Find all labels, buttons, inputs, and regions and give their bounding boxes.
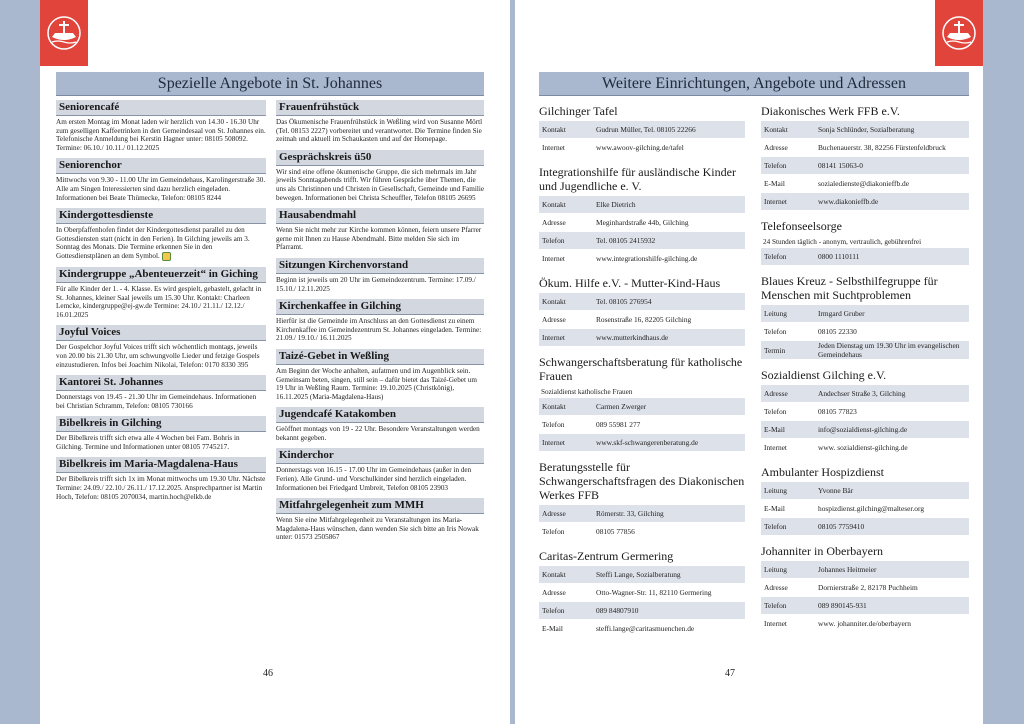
contact-row [761, 403, 969, 421]
organization-title: Johanniter in Oberbayern [761, 544, 883, 558]
oikoumene-logo-icon [40, 0, 88, 66]
contact-label: Telefon [764, 522, 787, 531]
contact-row [761, 121, 969, 139]
event-card [56, 158, 266, 202]
event-card [56, 416, 266, 451]
contact-label: Kontakt [542, 125, 566, 134]
organization-block [761, 270, 969, 360]
event-description: Wir sind eine offene ökumenische Gruppe, die sich mehrmals im Jahr jeweils Sonntagabends trifft. Wir führen Gespräche über Themen, die uns als Christinnen und Christen in Gesellschaft, Gemeinde und Familie bewegen. Informationen bei Christa Scheuffler, Telefon 08105 26695 [276, 167, 485, 202]
event-description: Am Beginn der Woche anhalten, aufatmen und im Augenblick sein. Gemeinsam beten, singen, still sein – dafür bietet das Taizé-Gebet um 19 Uhr in Weßling Raum. Termine: 19.10.2025 (Christkönig), 16.11.2025 (Maria-Magdalena-Haus) [276, 366, 477, 401]
contact-label: Kontakt [764, 125, 788, 134]
contact-value: 08141 15063-0 [818, 161, 863, 170]
contact-label: Telefon [764, 407, 787, 416]
event-description: Hierfür ist die Gemeinde im Anschluss an den Gottesdienst zu einem Kirchenkaffee im Gemeindezentrum St. Johannes eingeladen. Termine: 21.09./ 19.10./ 16.11.2025 [276, 317, 482, 343]
event-card [276, 258, 484, 293]
contact-row [539, 196, 745, 214]
contact-value: 0800 1110111 [818, 252, 860, 261]
contact-link[interactable]: steffi.lange@caritasmuenchen.de [596, 624, 695, 633]
event-card [276, 448, 484, 492]
contact-label: Telefon [542, 420, 565, 429]
contact-value: Dornierstraße 2, 82178 Puchheim [818, 583, 918, 592]
event-title: Kindergruppe „Abenteuerzeit“ in Giching [56, 267, 266, 283]
contact-label: E-Mail [542, 624, 563, 633]
child-symbol-icon [162, 252, 171, 261]
contact-value: Steffi Lange, Sozialberatung [596, 570, 681, 579]
event-title: Bibelkreis im Maria-Magdalena-Haus [56, 457, 266, 473]
organization-block [539, 272, 745, 347]
contact-label: Telefon [764, 161, 787, 170]
contact-row [539, 416, 745, 434]
page-right [515, 0, 983, 724]
contact-label: Telefon [764, 601, 787, 610]
event-card [276, 349, 484, 401]
contact-value: Jeden Dienstag um 19.30 Uhr im evangelischen Gemeindehaus [818, 341, 960, 359]
contact-row [539, 566, 745, 584]
event-title: Hausabendmahl [276, 208, 484, 224]
organization-title: Schwangerschaftsberatung für katholische Frauen [539, 355, 743, 383]
event-title: Jugendcafé Katakomben [276, 407, 484, 423]
organization-block [761, 215, 969, 266]
event-description: Geöffnet montags von 19 - 22 Uhr. Besondere Veranstaltungen werden bekannt gegeben. [276, 425, 480, 442]
contact-label: Internet [764, 619, 787, 628]
contact-row [761, 139, 969, 157]
contact-row [539, 584, 745, 602]
contact-label: Internet [764, 443, 787, 452]
event-description: Der Gospelchor Joyful Voices trifft sich wöchentlich montags, jeweils von 20.00 bis 21.30 Uhr, um schwungvolle Lieder und fetzige Gospels einzustudieren. Infos bei Joachim Nikolai, Telefon: 0170 8330 395 [56, 343, 260, 369]
contact-label: Adresse [764, 583, 788, 592]
contact-value: Rosenstraße 16, 82205 Gilching [596, 315, 692, 324]
contact-link[interactable]: www.diakonieffb.de [818, 197, 879, 206]
contact-value: 08105 22330 [818, 327, 857, 336]
event-description: Für alle Kinder der 1. - 4. Klasse. Es wird gespielt, gebastelt, gelacht in St. Johannes, kleiner Saal jeweils um 15.30 Uhr. Kontakt: Charleen Lemcke, kindergruppe@ej-gw.de Termine: 24.10./ 21.11./ 12.12./ 16.01.2025 [56, 284, 262, 319]
right-column-2 [761, 100, 969, 637]
organization-title: Gilchinger Tafel [539, 104, 618, 118]
organization-title: Ambulanter Hospizdienst [761, 465, 884, 479]
contact-value: 08105 77823 [818, 407, 857, 416]
left-column-1 [56, 100, 266, 507]
event-card [276, 407, 484, 442]
organization-block [539, 456, 745, 541]
contact-link[interactable]: www.mutterkindhaus.de [596, 333, 669, 342]
page-number: 47 [725, 668, 735, 679]
contact-row [539, 250, 745, 268]
contact-label: Internet [764, 197, 787, 206]
event-card [276, 208, 484, 252]
contact-label: Adresse [542, 509, 566, 518]
contact-link[interactable]: www.skf-schwangerenberatung.de [596, 438, 699, 447]
contact-row [539, 121, 745, 139]
page-number: 46 [263, 668, 273, 679]
contact-value: Meginhardstraße 44b, Gilching [596, 218, 689, 227]
contact-value: 089 55981 277 [596, 420, 641, 429]
contact-value: Tel. 08105 276954 [596, 297, 652, 306]
contact-row [761, 518, 969, 536]
contact-value: Sonja Schlünder, Sozialberatung [818, 125, 915, 134]
contact-row [761, 323, 969, 341]
contact-value: Yvonne Bär [818, 486, 854, 495]
contact-row [761, 157, 969, 175]
contact-row [539, 214, 745, 232]
event-title: Kindergottesdienste [56, 208, 266, 224]
contact-value: Römerstr. 33, Gilching [596, 509, 664, 518]
event-description: Der Bibelkreis trifft sich etwa alle 4 Wochen bei Fam. Bohris in Gilching. Termine und Informationen unter 08105 7745217. [56, 434, 240, 451]
organization-title: Telefonseelsorge [761, 219, 842, 233]
contact-label: Telefon [542, 527, 565, 536]
contact-label: Leitung [764, 565, 787, 574]
event-description: Donnerstags von 19.45 - 21.30 Uhr im Gemeindehaus. Informationen bei Christian Schramm, Telefon: 08105 730166 [56, 393, 257, 410]
contact-row [539, 602, 745, 620]
organization-block [761, 100, 969, 211]
contact-link[interactable]: www. johanniter.de/oberbayern [818, 619, 911, 628]
event-description: Wenn Sie eine Mitfahrgelegenheit zu Veranstaltungen ins Maria-Magdalena-Haus wünschen, dann wenden Sie sich bitte an Iris Nowak unter: 01573 2505867 [276, 516, 479, 542]
event-description: Donnerstags von 16.15 - 17.00 Uhr im Gemeindehaus (außer in den Ferien). Alle Grund- und Vorschulkinder sind herzlich eingeladen. Informationen bei Friedgard Umbreit, Telefon 08105 23903 [276, 466, 472, 492]
organization-block [761, 364, 969, 457]
contact-label: Adresse [764, 143, 788, 152]
contact-label: Leitung [764, 486, 787, 495]
contact-row [539, 293, 745, 311]
event-description: Am ersten Montag im Monat laden wir herzlich von 14.30 - 16.30 Uhr zum geselligen Kaffeetrinken in den Gemeindesaal von St. Johannes ein. Telefonische Anmeldung bei Kerstin Hagner unter: 08105 508092. Termine: 06.10./ 10.11./ 01.12.2025 [56, 118, 266, 152]
contact-label: Kontakt [542, 297, 566, 306]
contact-label: E-Mail [764, 425, 785, 434]
contact-row [539, 329, 745, 347]
contact-label: Internet [542, 438, 565, 447]
event-card [56, 208, 266, 261]
contact-row [761, 248, 969, 266]
event-title: Sitzungen Kirchenvorstand [276, 258, 484, 274]
contact-value: 089 84807910 [596, 606, 639, 615]
organization-subtitle: Sozialdienst katholische Frauen [539, 386, 745, 398]
organization-block [761, 461, 969, 536]
contact-row [539, 139, 745, 157]
page-left [40, 0, 510, 724]
event-card [276, 150, 484, 202]
event-title: Seniorencafé [56, 100, 266, 116]
contact-row [761, 439, 969, 457]
contact-value: 08105 77856 [596, 527, 635, 536]
event-title: Kirchenkaffee in Gilching [276, 299, 484, 315]
contact-row [761, 341, 969, 360]
contact-row [539, 523, 745, 541]
contact-row [539, 232, 745, 250]
event-description: Mittwochs von 9.30 - 11.00 Uhr im Gemeindehaus, Karolingerstraße 30. Alle am Singen Interessierten sind dazu herzlich eingeladen. Informationen bei Beate Thümecke, Telefon: 08105 8244 [56, 176, 266, 202]
contact-value: Johannes Heitmeier [818, 565, 877, 574]
oikoumene-logo-icon [935, 0, 983, 66]
event-title: Gesprächskreis ü50 [276, 150, 484, 166]
contact-link[interactable]: www.awoov-gilching.de/tafel [596, 143, 684, 152]
contact-value: Elke Dietrich [596, 200, 636, 209]
contact-row [761, 561, 969, 579]
contact-label: Kontakt [542, 402, 566, 411]
event-card [276, 299, 484, 343]
contact-row [761, 615, 969, 633]
contact-label: Kontakt [542, 570, 566, 579]
organization-block [539, 351, 745, 452]
contact-value: 08105 7759410 [818, 522, 865, 531]
contact-label: Adresse [542, 588, 566, 597]
organization-block [539, 545, 745, 638]
contact-value: Tel. 08105 2415932 [596, 236, 656, 245]
contact-row [761, 597, 969, 615]
right-column-1 [539, 100, 745, 642]
contact-value: Buchenauerstr. 38, 82256 Fürstenfeldbruck [818, 143, 946, 152]
event-title: Joyful Voices [56, 325, 266, 341]
event-description: In Oberpfaffenhofen findet der Kindergottesdienst parallel zu den Gottesdiensten statt (nicht in den Ferien). In Gilching jeweils am 3. Sonntag des Monats. Die Termine erkennen Sie in den Gottesdienstplänen an dem Symbol. [56, 226, 250, 261]
contact-row [761, 579, 969, 597]
contact-label: Adresse [542, 315, 566, 324]
organization-block [539, 100, 745, 157]
contact-label: Termin [764, 345, 786, 355]
contact-row [761, 193, 969, 211]
organization-title: Ökum. Hilfe e.V. - Mutter-Kind-Haus [539, 276, 721, 290]
left-column-2 [276, 100, 484, 548]
event-card [276, 498, 484, 542]
event-card [56, 267, 266, 319]
event-description: Der Bibelkreis trifft sich 1x im Monat mittwochs um 19.30 Uhr. Nächste Termine: 24.09./ 22.10./ 26.11./ 17.12.2025. Ansprechpartner ist Martin Hoch, Telefon: 08105 2070034, martin.hoch@elkb.de [56, 475, 266, 501]
event-title: Bibelkreis in Gilching [56, 416, 266, 432]
contact-link[interactable]: sozialedienste@diakonieffb.de [818, 179, 910, 188]
contact-label: Adresse [542, 218, 566, 227]
contact-value: Gudrun Müller, Tel. 08105 22266 [596, 125, 696, 134]
organization-title: Beratungsstelle für Schwangerschaftsfragen des Diakonischen Werkes FFB [539, 460, 745, 502]
contact-row [761, 305, 969, 323]
contact-row [539, 398, 745, 416]
event-title: Kinderchor [276, 448, 484, 464]
event-description: Beginn ist jeweils um 20 Uhr im Gemeindezentrum. Termine: 17.09./ 15.10./ 12.11.2025 [276, 275, 476, 293]
contact-label: E-Mail [764, 179, 785, 188]
contact-value: Carmen Zwerger [596, 402, 647, 411]
contact-link[interactable]: hospizdienst.gilching@malteser.org [818, 504, 925, 513]
contact-row [761, 500, 969, 518]
event-title: Mitfahrgelegenheit zum MMH [276, 498, 484, 514]
event-card [56, 375, 266, 410]
event-description: Das Ökumenische Frauenfrühstück in Weßling wird von Susanne Mörtl (Tel. 08153 2227) vorbereitet und verantwortet. Die Termine finden Sie zeitnah und aktuell im Schaukasten und auf der Homepage. [276, 118, 483, 144]
contact-row [761, 385, 969, 403]
organization-block [539, 161, 745, 268]
contact-link[interactable]: www. sozialdienst-gilching.de [818, 443, 908, 452]
event-title: Frauenfrühstück [276, 100, 484, 116]
contact-link[interactable]: info@sozialdienst-gilching.de [818, 425, 908, 434]
event-card [56, 457, 266, 501]
contact-value: Otto-Wagner-Str. 11, 82110 Germering [596, 588, 712, 597]
contact-label: E-Mail [764, 504, 785, 513]
contact-row [539, 311, 745, 329]
page-title: Weitere Einrichtungen, Angebote und Adressen [539, 72, 969, 96]
event-card [276, 100, 484, 144]
contact-row [761, 175, 969, 193]
contact-row [539, 505, 745, 523]
event-title: Seniorenchor [56, 158, 266, 174]
contact-row [539, 620, 745, 638]
organization-title: Diakonisches Werk FFB e.V. [761, 104, 900, 118]
contact-label: Leitung [764, 309, 787, 318]
page-title: Spezielle Angebote in St. Johannes [56, 72, 484, 96]
organization-title: Sozialdienst Gilching e.V. [761, 368, 887, 382]
organization-title: Caritas-Zentrum Germering [539, 549, 674, 563]
contact-row [539, 434, 745, 452]
contact-label: Telefon [764, 252, 787, 261]
contact-label: Kontakt [542, 200, 566, 209]
contact-row [761, 482, 969, 500]
event-title: Taizé-Gebet in Weßling [276, 349, 484, 365]
contact-value: Irmgard Gruber [818, 309, 865, 318]
contact-row [761, 421, 969, 439]
event-card [56, 325, 266, 369]
organization-title: Blaues Kreuz - Selbsthilfegruppe für Menschen mit Suchtproblemen [761, 274, 938, 302]
organization-title: Integrationshilfe für ausländische Kinder und Jugendliche e. V. [539, 165, 736, 193]
contact-link[interactable]: www.integrationshilfe-gilching.de [596, 254, 698, 263]
event-title: Kantorei St. Johannes [56, 375, 266, 391]
contact-label: Telefon [542, 606, 565, 615]
contact-label: Internet [542, 333, 565, 342]
organization-block [761, 540, 969, 633]
contact-label: Telefon [764, 327, 787, 336]
contact-value: 089 890145-931 [818, 601, 867, 610]
contact-label: Adresse [764, 389, 788, 398]
event-description: Wenn Sie nicht mehr zur Kirche kommen können, feiern unsere Pfarrer gerne mit Ihnen zu Hause Abendmahl. Bitte melden Sie sich im Pfarramt. [276, 226, 482, 252]
contact-label: Internet [542, 143, 565, 152]
event-card [56, 100, 266, 152]
contact-label: Internet [542, 254, 565, 263]
contact-label: Telefon [542, 236, 565, 245]
contact-value: Andechser Straße 3, Gilching [818, 389, 906, 398]
organization-subtitle: 24 Stunden täglich - anonym, vertraulich, gebührenfrei [761, 236, 969, 248]
